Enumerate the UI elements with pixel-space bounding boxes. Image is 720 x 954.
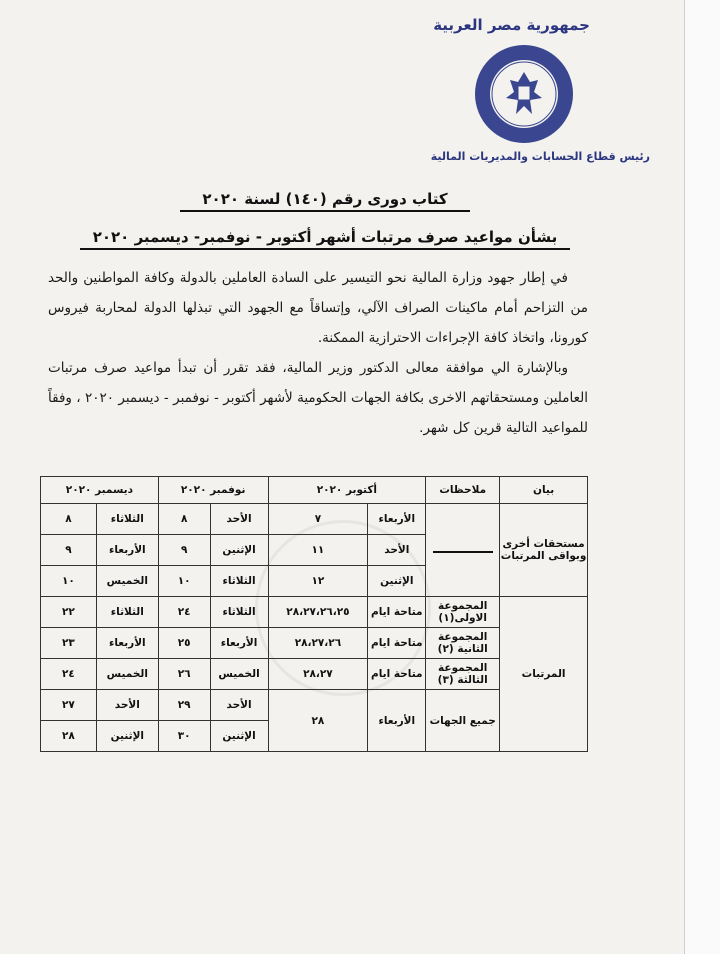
group-note: المجموعة الثانية (٢) [426,628,500,659]
all-entities-note: جميع الجهات [426,690,500,752]
header-notes: ملاحظات [426,477,500,504]
oct-day: الإثنين [368,566,426,597]
oct-date: ٢٨ [268,690,368,752]
oct-date: ١١ [268,535,368,566]
group2-label: المرتبات [500,597,588,752]
department-subtitle: رئيس قطاع الحسابات والمديريات المالية [430,150,650,163]
dec-date: ٢٨ [41,721,97,752]
nov-date: ٣٠ [158,721,210,752]
body-text [48,263,588,443]
oct-availability: متاحة ايام [368,659,426,690]
salary-schedule-table [40,476,588,752]
oct-day: الأربعاء [368,504,426,535]
nov-date: ١٠ [158,566,210,597]
nov-day: الأحد [210,690,268,721]
paragraph-1: في إطار جهود وزارة المالية نحو التيسير على السادة العاملين بالدولة وكافة المواطنين والحد من التزاحم أمام ماكينات الصراف الآلي، وإتساقاً مع الجهود التي تبذلها الدولة لمحاربة فيروس كورونا، واتخاذ كافة الإجراءات الاحترازية الممكنة. [48,270,588,346]
group-note: المجموعة الثالثة (٣) [426,659,500,690]
paragraph-2: وبالإشارة الي موافقة معالى الدكتور وزير المالية، فقد تقرر أن تبدأ مواعيد صرف مرتبات العاملين ومستحقاتهم الاخرى بكافة الجهات الحكومية لأشهر أكتوبر - نوفمبر - ديسمبر ٢٠٢٠ ، وفقاً للمواعيد التالية قرين كل شهر. [48,360,588,436]
oct-dates: ٢٨،٢٧ [268,659,368,690]
nov-day: الثلاثاء [210,566,268,597]
nov-date: ٨ [158,504,210,535]
group1-notes [426,504,500,597]
oct-day: الأحد [368,535,426,566]
dec-date: ٢٢ [41,597,97,628]
dec-day: الثلاثاء [96,597,158,628]
dec-date: ٨ [41,504,97,535]
oct-date: ١٢ [268,566,368,597]
oct-availability: متاحة ايام [368,597,426,628]
dec-day: الخميس [96,566,158,597]
nov-date: ٢٥ [158,628,210,659]
oct-dates: ٢٨،٢٧،٢٦ [268,628,368,659]
viewer-edge [684,0,720,954]
dec-date: ٢٤ [41,659,97,690]
ministry-seal-icon [472,42,576,146]
nov-date: ٩ [158,535,210,566]
dec-date: ٢٧ [41,690,97,721]
group1-label: مستحقات أخرى وبواقى المرتبات [500,504,588,597]
nov-day: الثلاثاء [210,597,268,628]
table-row [41,597,588,628]
country-header: جمهورية مصر العربية [433,16,590,34]
dec-day: الثلاثاء [96,504,158,535]
dec-day: الإثنين [96,721,158,752]
nov-day: الخميس [210,659,268,690]
dec-date: ٢٣ [41,628,97,659]
nov-day: الأحد [210,504,268,535]
subject-title: بشأن مواعيد صرف مرتبات أشهر أكتوبر - نوفمبر- ديسمبر ٢٠٢٠ [80,228,570,250]
dec-date: ٩ [41,535,97,566]
header-statement: بيان [500,477,588,504]
table-header-row [41,477,588,504]
oct-day: الأربعاء [368,690,426,752]
nov-date: ٢٤ [158,597,210,628]
oct-date: ٧ [268,504,368,535]
nov-day: الإثنين [210,721,268,752]
header-november: نوفمبر ٢٠٢٠ [158,477,268,504]
header-october: أكتوبر ٢٠٢٠ [268,477,426,504]
dec-day: الأربعاء [96,628,158,659]
header-december: ديسمبر ٢٠٢٠ [41,477,159,504]
table-row [41,504,588,535]
group-note: المجموعة الاولى(١) [426,597,500,628]
nov-day: الإثنين [210,535,268,566]
dec-day: الخميس [96,659,158,690]
nov-date: ٢٦ [158,659,210,690]
oct-dates: ٢٨،٢٧،٢٦،٢٥ [268,597,368,628]
dec-day: الأربعاء [96,535,158,566]
oct-availability: متاحة ايام [368,628,426,659]
nov-date: ٢٩ [158,690,210,721]
nov-day: الأربعاء [210,628,268,659]
dec-day: الأحد [96,690,158,721]
circular-title: كتاب دورى رقم (١٤٠) لسنة ٢٠٢٠ [180,190,470,212]
dec-date: ١٠ [41,566,97,597]
dash-mark [433,551,493,553]
